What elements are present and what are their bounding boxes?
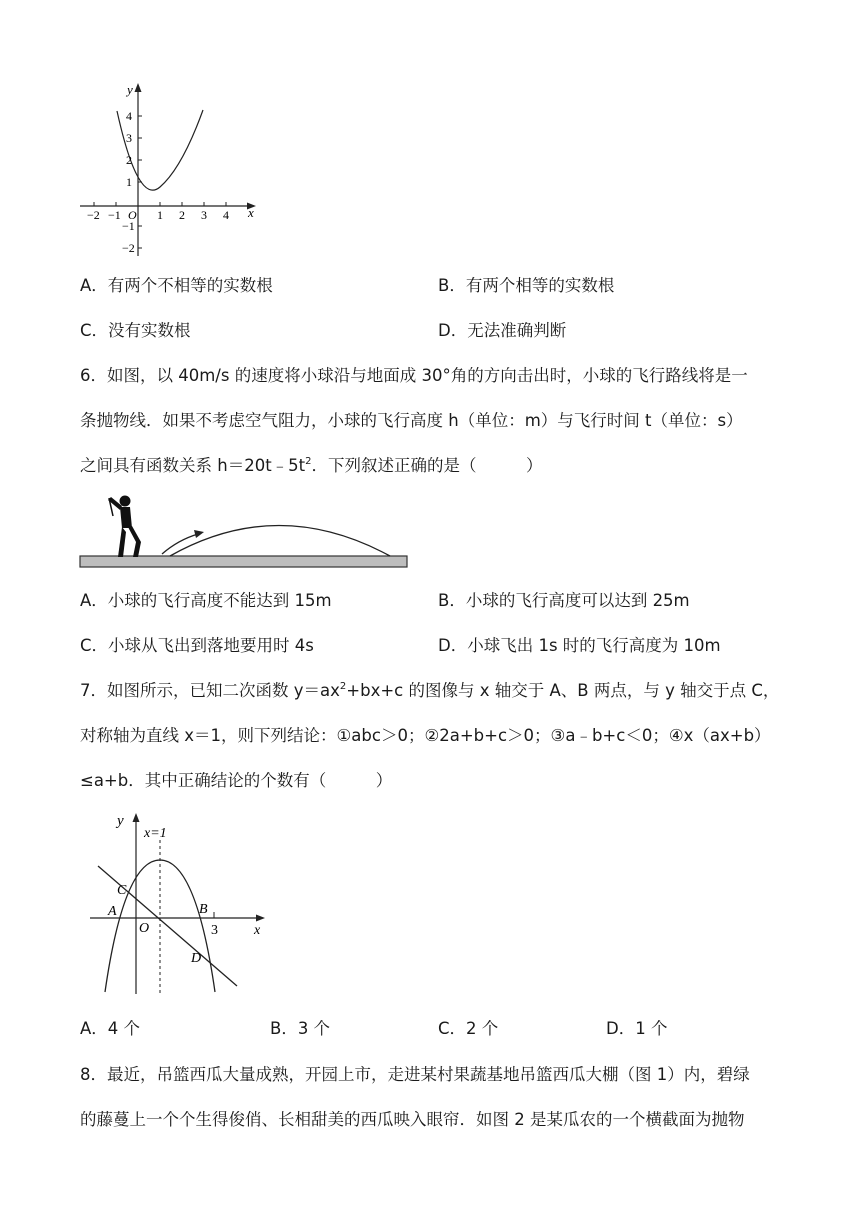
y-axis-arrow bbox=[133, 813, 140, 822]
q6-exponent: 2 bbox=[305, 456, 312, 467]
ball-trajectory-arc bbox=[170, 526, 390, 557]
q6-stem-line-1: 6．如图，以 40m/s 的速度将小球沿与地面成 30°角的方向击出时，小球的飞行路线将是一 bbox=[80, 366, 748, 385]
q5-option-b: B．有两个相等的实数根 bbox=[438, 276, 615, 295]
y-axis-label: y bbox=[127, 82, 133, 97]
q6-question-text: ．下列叙述正确的是（ ） bbox=[311, 456, 543, 475]
q8-stem-line-1: 8．最近，吊篮西瓜大量成熟，开园上市，走进某村果蔬基地吊篮西瓜大棚（图 1）内，碧绿 bbox=[80, 1065, 750, 1084]
x-tick-label: −1 bbox=[108, 208, 121, 222]
q7-stem-line-3: ≤a+b．其中正确结论的个数有（ ） bbox=[80, 771, 393, 790]
point-d-label: D bbox=[191, 951, 202, 966]
q7-exponent: 2 bbox=[339, 681, 347, 692]
y-tick-label: −1 bbox=[122, 219, 135, 233]
point-b-label: B bbox=[199, 902, 208, 917]
x-axis-label: x bbox=[248, 205, 254, 220]
q6-formula-text: 之间具有函数关系 h＝20t﹣5t bbox=[80, 456, 306, 475]
parabola-line-figure bbox=[86, 808, 276, 1000]
x-tick-label: 1 bbox=[157, 208, 163, 222]
q7-option-b: B．3 个 bbox=[270, 1019, 331, 1038]
x-tick-label: 3 bbox=[201, 208, 207, 222]
q8-stem-line-2: 的藤蔓上一个个生得俊俏、长相甜美的西瓜映入眼帘．如图 2 是某瓜农的一个横截面为抛物 bbox=[80, 1110, 745, 1129]
golfer-figure bbox=[108, 496, 141, 557]
q6-stem-line-3 bbox=[80, 458, 543, 475]
q5-option-c: C．没有实数根 bbox=[80, 321, 191, 340]
y-tick-label: 1 bbox=[126, 175, 132, 189]
hit-arrow-head bbox=[194, 530, 204, 538]
tick-3-label: 3 bbox=[211, 923, 218, 938]
point-c-label: C bbox=[117, 883, 127, 898]
ground-bar bbox=[80, 556, 407, 567]
q7-option-c: C．2 个 bbox=[438, 1019, 499, 1038]
origin-label: O bbox=[139, 921, 150, 936]
x-axis-arrow bbox=[256, 915, 265, 922]
golfer-trajectory-figure bbox=[78, 490, 412, 572]
y-axis-arrow bbox=[135, 83, 142, 92]
parabola-graph-figure bbox=[70, 78, 270, 260]
q6-option-b: B．小球的飞行高度可以达到 25m bbox=[438, 591, 690, 610]
y-tick-label: 2 bbox=[126, 153, 132, 167]
point-a-label: A bbox=[108, 904, 117, 919]
x-tick-label: 2 bbox=[179, 208, 185, 222]
symmetry-axis-label: x=1 bbox=[144, 826, 167, 841]
y-tick-label: 3 bbox=[126, 131, 132, 145]
q7-stem-line-2: 对称轴为直线 x＝1，则下列结论：①abc＞0；②2a+b+c＞0；③a﹣b+c＜0；④x（ax+b） bbox=[80, 726, 771, 745]
q7-stem-text: 7．如图所示，已知二次函数 y＝ax bbox=[80, 681, 340, 700]
q6-option-d: D．小球飞出 1s 时的飞行高度为 10m bbox=[438, 636, 721, 655]
origin-label: O bbox=[128, 208, 137, 222]
y-axis-label: y bbox=[117, 813, 124, 829]
q6-option-a: A．小球的飞行高度不能达到 15m bbox=[80, 591, 332, 610]
q7-option-a: A．4 个 bbox=[80, 1019, 141, 1038]
q5-option-a: A．有两个不相等的实数根 bbox=[80, 276, 273, 295]
x-axis-label: x bbox=[254, 923, 261, 938]
q5-option-d: D．无法准确判断 bbox=[438, 321, 567, 340]
q6-stem-line-2: 条抛物线．如果不考虑空气阻力，小球的飞行高度 h（单位：m）与飞行时间 t（单位：s） bbox=[80, 411, 743, 430]
x-tick-label: 4 bbox=[223, 208, 229, 222]
x-tick-label: −2 bbox=[87, 208, 100, 222]
y-tick-label: −2 bbox=[122, 241, 135, 255]
q7-stem-line-1 bbox=[80, 683, 779, 700]
q7-stem-text-cont: +bx+c 的图像与 x 轴交于 A、B 两点，与 y 轴交于点 C， bbox=[346, 681, 780, 700]
y-tick-label: 4 bbox=[126, 109, 132, 123]
q6-option-c: C．小球从飞出到落地要用时 4s bbox=[80, 636, 314, 655]
q7-option-d: D．1 个 bbox=[606, 1019, 668, 1038]
